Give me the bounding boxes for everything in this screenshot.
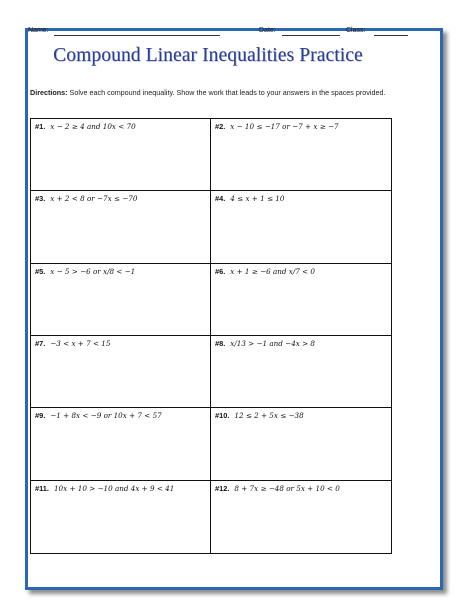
problem-cell [211,119,391,191]
directions-text: Solve each compound inequality. Show the work that leads to your answers in the spaces provided. [67,88,386,97]
directions [30,88,390,98]
problem-number: #2. [215,122,226,131]
problem-cell [211,481,391,553]
problem-expression: −3 < x + 7 < 15 [50,339,111,348]
problem-number: #5. [35,266,46,276]
problem-cell [211,336,391,408]
problem-number: #1. [35,122,46,131]
problem-expression: 10x + 10 > −10 and 4x + 9 < 41 [53,483,175,493]
problem-cell [31,119,211,191]
problem-number: #9. [35,411,46,421]
problem-expression: 4 ≤ x + 1 ≤ 10 [230,194,285,204]
class-blank [374,27,408,36]
page-title: Compound Linear Inequalities Practice [53,45,363,66]
problem-cell [31,264,211,336]
problem-cell [31,191,211,263]
problem-expression: 8 + 7x ≥ −48 or 5x + 10 < 0 [234,483,340,493]
problem-cell [211,408,391,480]
problem-number: #12. [215,483,230,493]
problem-number: #8. [215,339,226,348]
problem-number: #7. [35,339,46,348]
date-label: Date: [259,27,276,34]
date-blank [282,27,340,36]
problem-expression: x/13 > −1 and −4x > 8 [230,339,315,348]
problem-number: #10. [215,411,230,421]
problem-cell [31,481,211,553]
problem-cell [31,408,211,480]
name-label: Name: [28,27,49,34]
name-blank [54,27,220,36]
problem-cell [31,336,211,408]
problem-cell [211,191,391,263]
worksheet-header [28,27,388,41]
problem-expression: x + 1 ≥ −6 and x/7 < 0 [230,266,315,276]
problem-number: #4. [215,194,226,204]
problem-expression: x − 10 ≤ −17 or −7 + x ≥ −7 [230,122,339,131]
problem-expression: 12 ≤ 2 + 5x ≤ −38 [234,411,304,421]
problem-grid [30,118,392,554]
problem-number: #6. [215,266,226,276]
problem-cell [211,264,391,336]
problem-expression: x − 5 > −6 or x/8 < −1 [50,266,136,276]
problem-expression: x − 2 ≥ 4 and 10x < 70 [50,122,136,131]
problem-expression: −1 + 8x < −9 or 10x + 7 < 57 [50,411,162,421]
problem-expression: x + 2 < 8 or −7x ≤ −70 [50,194,138,204]
problem-number: #3. [35,194,46,204]
class-label: Class: [346,27,366,34]
directions-label: Directions: [30,88,68,97]
problem-number: #11. [35,483,49,493]
